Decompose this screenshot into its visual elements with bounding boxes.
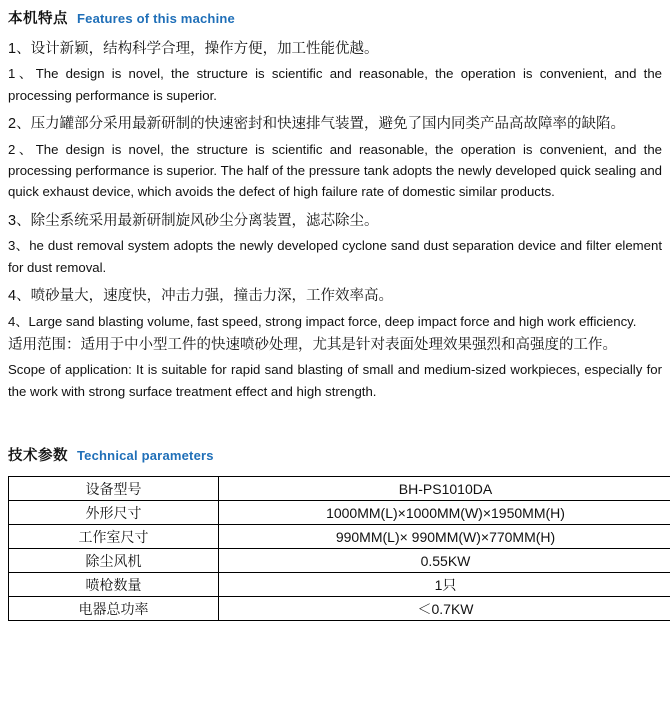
technical-heading-cn: 技术参数 [8, 444, 68, 465]
feature-1-cn: 1、设计新颖，结构科学合理，操作方便，加工性能优越。 [8, 38, 662, 61]
feature-1-en: 1、The design is novel, the structure is scientific and reasonable, the operation is convenient, and the processing performance is superior. [8, 63, 662, 106]
technical-parameters-table [8, 476, 670, 621]
document-page [0, 7, 670, 718]
table-cell-key: 设备型号 [9, 477, 219, 501]
feature-3-cn: 3、除尘系统采用最新研制旋风砂尘分离装置，滤芯除尘。 [8, 210, 662, 233]
table-row [9, 597, 670, 621]
table-row [9, 525, 670, 549]
feature-4-cn: 4、喷砂量大，速度快，冲击力强，撞击力深，工作效率高。 [8, 285, 662, 308]
table-cell-key: 电器总功率 [9, 597, 219, 621]
table-cell-value: BH-PS1010DA [219, 477, 670, 501]
table-cell-value: 1只 [219, 573, 670, 597]
features-heading-cn: 本机特点 [8, 7, 68, 28]
features-body [0, 38, 670, 402]
features-heading [0, 7, 670, 28]
feature-3-en: 3、he dust removal system adopts the newly developed cyclone sand dust separation device and filter element for dust removal. [8, 235, 662, 278]
technical-heading-en: Technical parameters [77, 448, 214, 463]
feature-2-en: 2、The design is novel, the structure is scientific and reasonable, the operation is convenient, and the processing performance is superior. The half of the pressure tank adopts the newly developed quick sealing and quick exhaust device, which avoids the defect of high failure rate of domestic similar products. [8, 139, 662, 203]
feature-2-cn: 2、压力罐部分采用最新研制的快速密封和快速排气装置，避免了国内同类产品高故障率的缺陷。 [8, 113, 662, 136]
feature-4-en: 4、Large sand blasting volume, fast speed, strong impact force, deep impact force and high work efficiency. [8, 311, 662, 332]
table-cell-key: 除尘风机 [9, 549, 219, 573]
technical-heading [0, 444, 670, 465]
table-cell-key: 外形尺寸 [9, 501, 219, 525]
table-row [9, 477, 670, 501]
table-cell-key: 喷枪数量 [9, 573, 219, 597]
table-cell-value: ＜0.7KW [219, 597, 670, 621]
table-cell-key: 工作室尺寸 [9, 525, 219, 549]
scope-en: Scope of application: It is suitable for rapid sand blasting of small and medium-sized workpieces, especially for the work with strong surface treatment effect and high strength. [8, 359, 662, 402]
technical-table-wrap [0, 476, 670, 621]
table-row [9, 549, 670, 573]
scope-cn: 适用范围：适用于中小型工件的快速喷砂处理，尤其是针对表面处理效果强烈和高强度的工作。 [8, 334, 662, 357]
features-heading-en: Features of this machine [77, 11, 235, 26]
table-cell-value: 990MM(L)× 990MM(W)×770MM(H) [219, 525, 670, 549]
table-cell-value: 1000MM(L)×1000MM(W)×1950MM(H) [219, 501, 670, 525]
table-row [9, 573, 670, 597]
table-cell-value: 0.55KW [219, 549, 670, 573]
table-row [9, 501, 670, 525]
